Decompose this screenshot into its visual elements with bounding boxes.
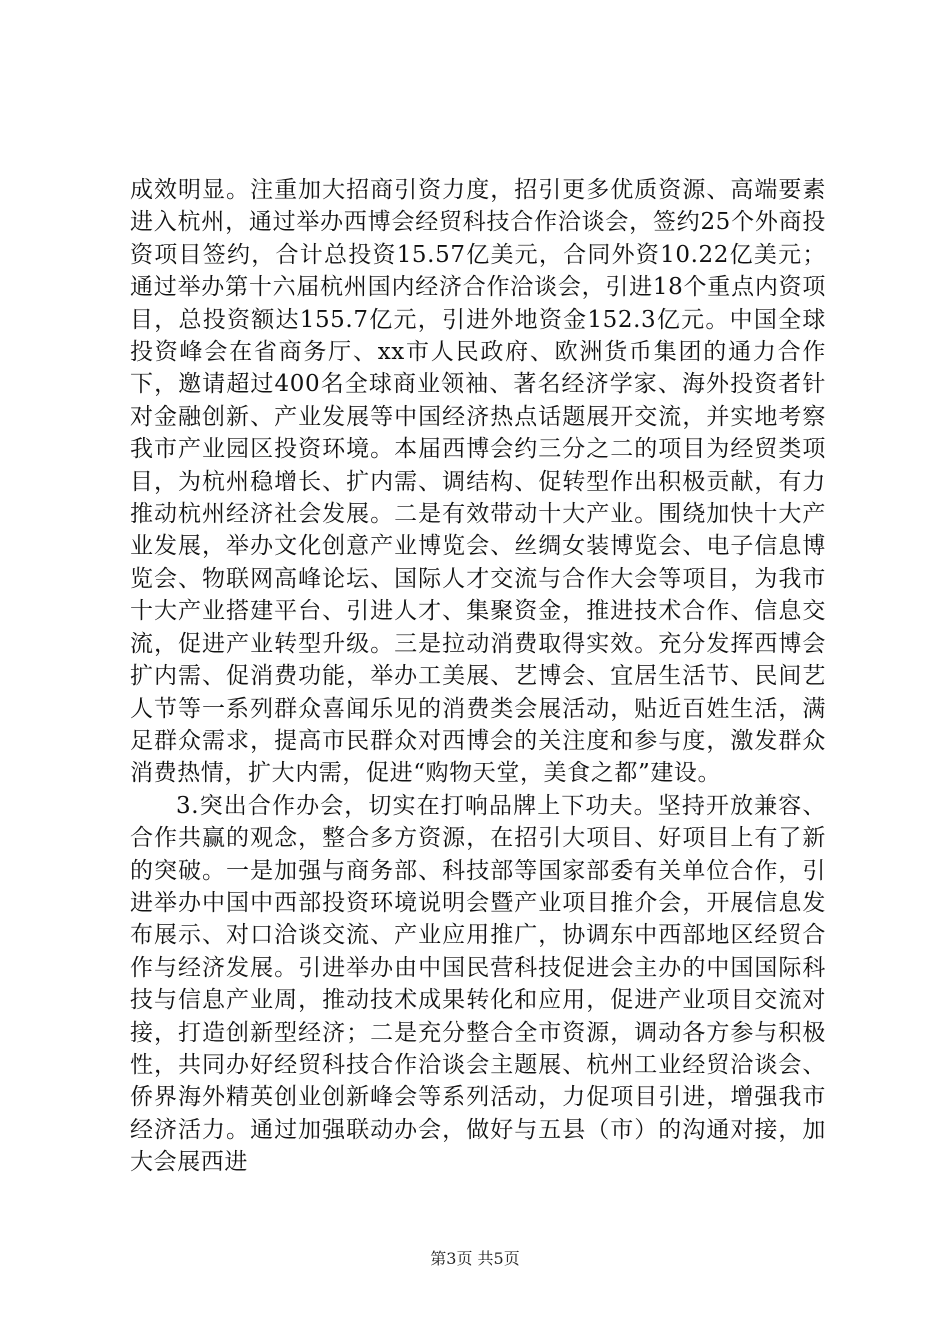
paragraph-continuation: 成效明显。注重加大招商引资力度，招引更多优质资源、高端要素进入杭州，通过举办西博会经贸科技合作洽谈会，签约25个外商投资项目签约，合计总投资15.57亿美元，合同外资10.22亿美元；通过举办第十六届杭州国内经济合作洽谈会，引进18个重点内资项目，总投资额达155.7亿元，引进外地资金152.3亿元。中国全球投资峰会在省商务厅、xx市人民政府、欧洲货币集团的通力合作下，邀请超过400名全球商业领袖、著名经济学家、海外投资者针对金融创新、产业发展等中国经济热点话题展开交流，并实地考察我市产业园区投资环境。本届西博会约三分之二的项目为经贸类项目，为杭州稳增长、扩内需、调结构、促转型作出积极贡献，有力推动杭州经济社会发展。二是有效带动十大产业。围绕加快十大产业发展，举办文化创意产业博览会、丝绸女装博览会、电子信息博览会、物联网高峰论坛、国际人才交流与合作大会等项目，为我市十大产业搭建平台、引进人才、集聚资金，推进技术合作、信息交流，促进产业转型升级。三是拉动消费取得实效。充分发挥西博会扩内需、促消费功能，举办工美展、艺博会、宜居生活节、民间艺人节等一系列群众喜闻乐见的消费类会展活动，贴近百姓生活，满足群众需求，提高市民群众对西博会的关注度和参与度，激发群众消费热情，扩大内需，促进“购物天堂，美食之都”建设。 [130, 177, 826, 787]
paragraph-section-3: 3.突出合作办会，切实在打响品牌上下功夫。坚持开放兼容、合作共赢的观念，整合多方资源，在招引大项目、好项目上有了新的突破。一是加强与商务部、科技部等国家部委有关单位合作，引进举办中国中西部投资环境说明会暨产业项目推介会，开展信息发布展示、对口洽谈交流、产业应用推广，协调东中西部地区经贸合作与经济发展。引进举办由中国民营科技促进会主办的中国国际科技与信息产业周，推动技术成果转化和应用，促进产业项目交流对接，打造创新型经济；二是充分整合全市资源，调动各方参与积极性，共同办好经贸科技合作洽谈会主题展、杭州工业经贸洽谈会、侨界海外精英创业创新峰会等系列活动，力促项目引进，增强我市经济活力。通过加强联动办会，做好与五县（市）的沟通对接，加大会展西进 [130, 792, 826, 1176]
page-number-footer: 第3页 共5页 [430, 1249, 520, 1268]
document-body [130, 174, 826, 1179]
